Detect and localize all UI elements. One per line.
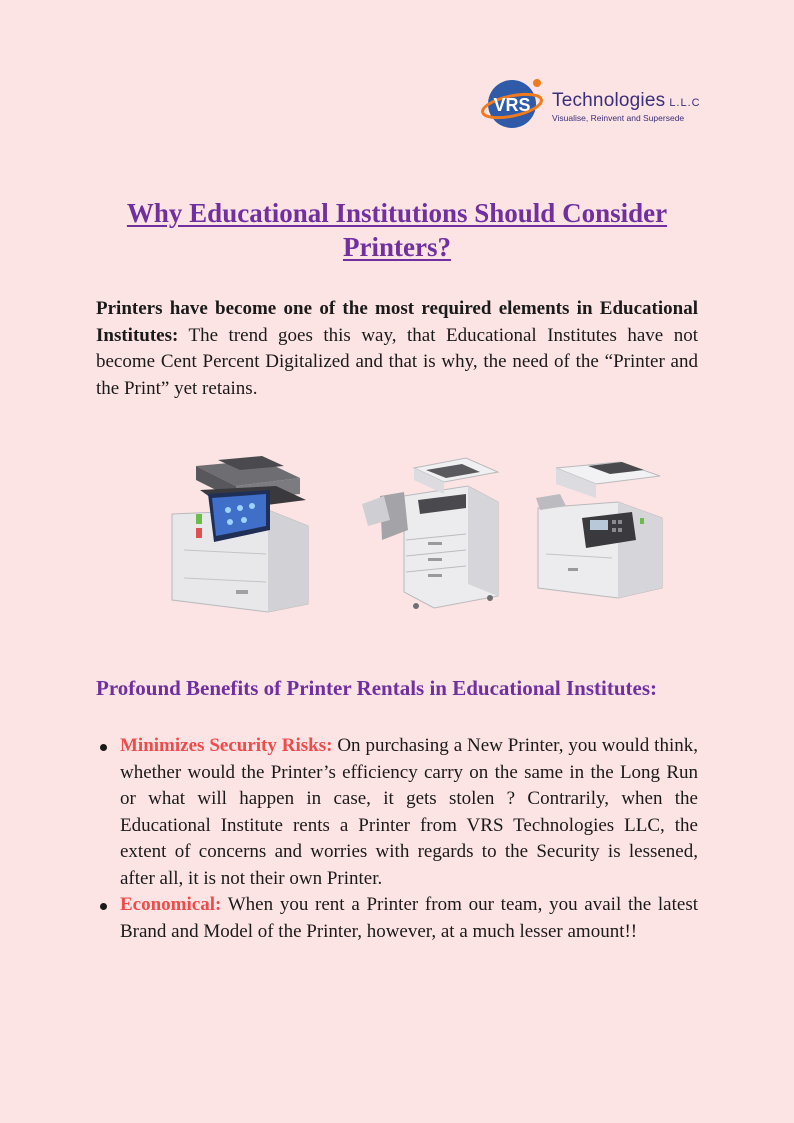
svg-text:VRS: VRS <box>493 95 531 115</box>
list-item <box>96 733 698 892</box>
logo-text <box>552 90 701 123</box>
intro-paragraph <box>96 296 698 402</box>
benefits-heading: Profound Benefits of Printer Rentals in Educational Institutes: <box>96 676 657 700</box>
benefit-title: Minimizes Security Risks: <box>120 735 333 756</box>
vrs-globe-logo-icon <box>480 74 552 134</box>
printer-image-2 <box>362 458 498 609</box>
logo-name: Technologies <box>552 90 666 111</box>
benefit-title: Economical: <box>120 894 222 915</box>
intro-body: The trend goes this way, that Educational Institutes have not become Cent Percent Digitalized and that is why, the need of the “Printer and the Print” yet retains. <box>96 324 698 399</box>
list-item <box>96 892 698 945</box>
printer-image-3 <box>536 462 662 598</box>
bullet-icon <box>100 903 107 910</box>
company-logo <box>480 74 710 134</box>
logo-suffix: L.L.C <box>669 97 701 109</box>
logo-tagline: Visualise, Reinvent and Supersede <box>552 113 685 123</box>
benefit-text: On purchasing a New Printer, you would think, whether would the Printer’s efficiency carry on the same in the Long Run or what will happen in case, it gets stolen ? Contrarily, when the Educational Institute rents a Printer from VRS Technologies LLC, the extent of concerns and worries with regards to the Security is lessened, after all, it is not their own Printer. <box>120 735 698 889</box>
printer-images <box>0 450 794 620</box>
page-title: Why Educational Institutions Should Consider Printers? <box>126 198 668 262</box>
benefit-text: When you rent a Printer from our team, you avail the latest Brand and Model of the Printer, however, at a much lesser amount!! <box>120 894 698 942</box>
intro-lead: Printers have become one of the most required elements in Educational Institutes: <box>96 298 698 346</box>
bullet-icon <box>100 744 107 751</box>
benefits-list <box>96 733 698 945</box>
printer-image-1 <box>172 456 308 612</box>
